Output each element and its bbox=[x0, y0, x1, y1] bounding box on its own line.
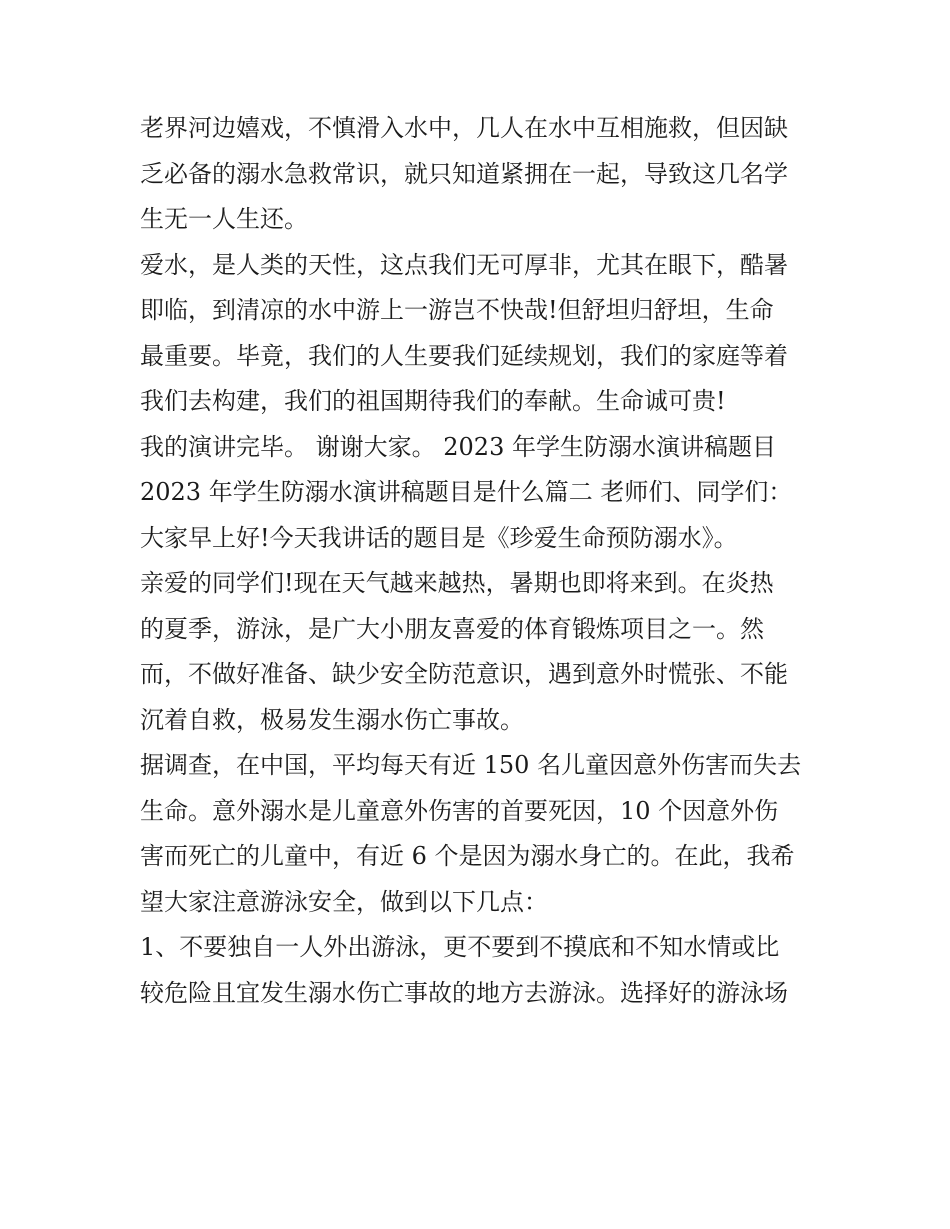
text-line: 沉着自救，极易发生溺水伤亡事故。 bbox=[140, 705, 524, 734]
text-line: 老界河边嬉戏，不慎滑入水中，几人在水中互相施救，但因缺 bbox=[140, 114, 788, 142]
document-body bbox=[140, 106, 820, 1016]
text-line: 1、不要独自一人外出游泳，更不要到不摸底和不知水情或比 bbox=[140, 933, 780, 961]
text-line: 最重要。毕竟，我们的人生要我们延续规划，我们的家庭等着 bbox=[140, 341, 788, 370]
text-line: 生命。意外溺水是儿童意外伤害的首要死因，10 个因意外伤 bbox=[140, 796, 779, 825]
text-line: 乏必备的溺水急救常识，就只知道紧拥在一起，导致这几名学 bbox=[140, 159, 788, 188]
text-line: 望大家注意游泳安全，做到以下几点： bbox=[140, 887, 548, 916]
text-line: 的夏季，游泳，是广大小朋友喜爱的体育锻炼项目之一。然 bbox=[140, 614, 764, 643]
text-line: 较危险且宜发生溺水伤亡事故的地方去游泳。选择好的游泳场 bbox=[140, 978, 788, 1007]
text-line: 2023 年学生防溺水演讲稿题目是什么篇二 老师们、同学们： bbox=[140, 478, 793, 506]
text-line: 而，不做好准备、缺少安全防范意识，遇到意外时慌张、不能 bbox=[140, 660, 788, 688]
text-line: 据调查，在中国，平均每天有近 150 名儿童因意外伤害而失去 bbox=[140, 751, 802, 779]
text-line: 我的演讲完毕。 谢谢大家。 2023 年学生防溺水演讲稿题目 bbox=[140, 432, 776, 461]
text-line: 生无一人生还。 bbox=[140, 205, 308, 233]
text-line: 爱水，是人类的天性，这点我们无可厚非，尤其在眼下，酷暑 bbox=[140, 250, 788, 279]
text-line: 即临，到清凉的水中游上一游岂不快哉!但舒坦归舒坦，生命 bbox=[140, 296, 774, 324]
text-line: 害而死亡的儿童中，有近 6 个是因为溺水身亡的。在此，我希 bbox=[140, 842, 795, 870]
text-line: 我们去构建，我们的祖国期待我们的奉献。生命诚可贵! bbox=[140, 387, 726, 415]
text-line: 大家早上好!今天我讲话的题目是《珍爱生命预防溺水》。 bbox=[140, 523, 738, 552]
text-line: 亲爱的同学们!现在天气越来越热，暑期也即将来到。在炎热 bbox=[140, 569, 774, 597]
